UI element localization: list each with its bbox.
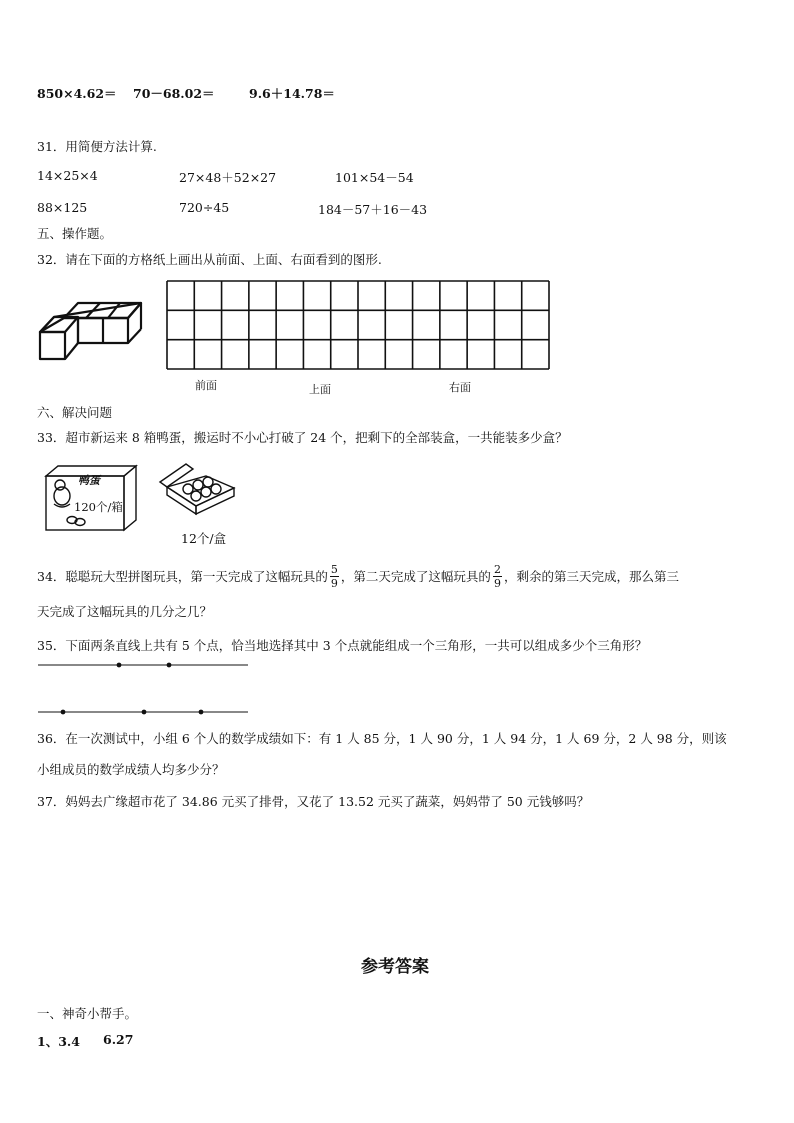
lower-point-3[interactable] <box>199 710 204 715</box>
lower-point-1[interactable] <box>61 710 66 715</box>
q31-item-3: 101×54－54 <box>335 170 414 185</box>
upper-point-1[interactable] <box>117 663 122 668</box>
question-32-label: 32．请在下面的方格纸上画出从前面、上面、右面看到的图形. <box>37 252 382 267</box>
fraction-denominator: 9 <box>493 576 501 590</box>
question-31-label: 31．用简便方法计算. <box>37 139 157 154</box>
caption-right: 右面 <box>449 381 471 394</box>
question-36-line-2: 小组成员的数学成绩人均多少分？ <box>37 762 225 777</box>
fraction-5-9 <box>330 564 339 589</box>
two-lines-figure <box>36 658 251 718</box>
fraction-2-9 <box>493 564 502 589</box>
upper-point-2[interactable] <box>167 663 172 668</box>
expression-1: 850×4.62＝ <box>37 86 117 101</box>
answers-title: 参考答案 <box>361 957 429 977</box>
q31-item-6: 184－57＋16－43 <box>318 202 428 217</box>
grid-paper[interactable] <box>166 280 550 370</box>
q31-item-5: 720÷45 <box>179 200 230 215</box>
answer-1: 1、3.4 <box>37 1034 80 1049</box>
question-33-label: 33．超市新运来 8 箱鸭蛋，搬运时不小心打破了 24 个，把剩下的全部装盒，一共能装多少盒？ <box>37 430 568 445</box>
fraction-numerator: 2 <box>493 562 501 576</box>
caption-top: 上面 <box>309 383 331 396</box>
egg-box-label: 120个/箱 <box>74 500 123 514</box>
answers-section-1: 一、神奇小帮手。 <box>37 1006 138 1021</box>
expression-3: 9.6＋14.78＝ <box>249 86 335 101</box>
section-6-title: 六、解决问题 <box>37 405 113 420</box>
fraction-numerator: 5 <box>330 562 338 576</box>
question-34-line-1 <box>37 560 679 592</box>
lower-point-2[interactable] <box>142 710 147 715</box>
question-35-label: 35．下面两条直线上共有 5 个点，恰当地选择其中 3 个点就能组成一个三角形，一共可以组成多少个三角形？ <box>37 638 648 653</box>
egg-carton-label: 12个/盒 <box>181 531 227 546</box>
expression-2: 70－68.02＝ <box>133 86 215 101</box>
egg-carton-illustration <box>158 462 238 522</box>
section-5-title: 五、操作题。 <box>37 226 113 241</box>
cube-figure <box>38 300 146 364</box>
question-34-line-2: 天完成了这幅玩具的几分之几？ <box>37 604 213 619</box>
q34-text-2: ，第二天完成了这幅玩具的 <box>340 569 491 584</box>
question-37-label: 37．妈妈去广缘超市花了 34.86 元买了排骨，又花了 13.52 元买了蔬菜，妈妈带了 50 元钱够吗？ <box>37 794 590 809</box>
q31-item-2: 27×48＋52×27 <box>179 170 277 185</box>
q34-text-1: 34．聪聪玩大型拼图玩具，第一天完成了这幅玩具的 <box>37 569 328 584</box>
question-36-line-1: 36．在一次测试中，小组 6 个人的数学成绩如下：有 1 人 85 分，1 人 90 分，1 人 94 分，1 人 69 分，2 人 98 分，则该 <box>37 731 727 746</box>
egg-box-title: 鸭蛋 <box>78 474 100 487</box>
answer-1-value-2: 6.27 <box>103 1032 134 1047</box>
q31-item-4: 88×125 <box>37 200 88 215</box>
q31-item-1: 14×25×4 <box>37 168 98 183</box>
caption-front: 前面 <box>195 379 217 392</box>
fraction-denominator: 9 <box>330 576 338 590</box>
q34-text-3: ，剩余的第三天完成，那么第三 <box>503 569 679 584</box>
